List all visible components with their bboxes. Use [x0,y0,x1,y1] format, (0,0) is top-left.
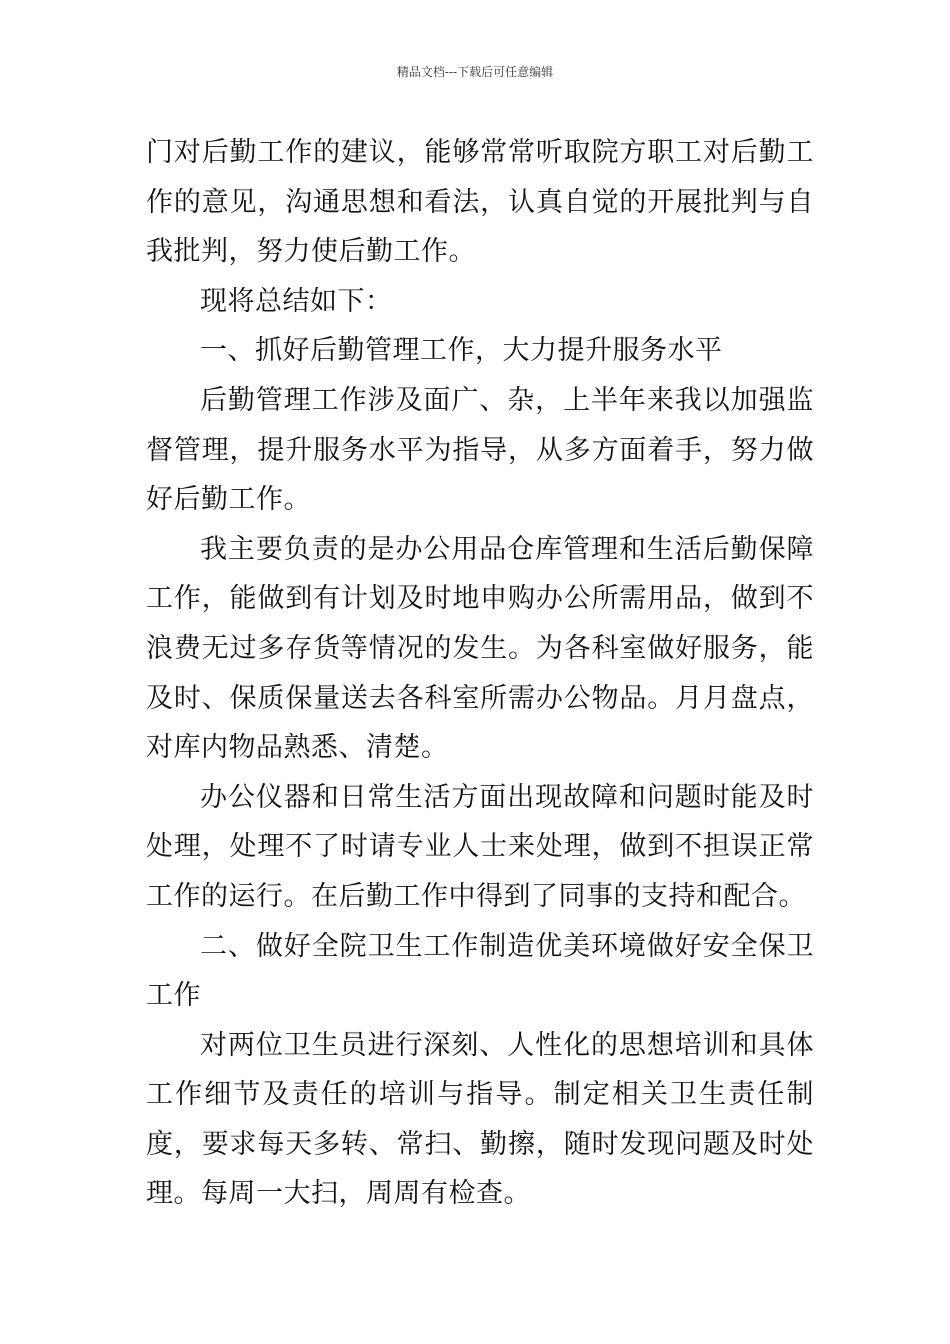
page-header: 精品文档---下载后可任意编辑 [396,65,554,79]
paragraph-repairs: 办公仪器和日常生活方面出现故障和问题时能及时处理，处理不了时请专业人士来处理，做到不担误正常工作的运行。在后勤工作中得到了同事的支持和配合。 [146,781,814,912]
section-heading-2: 二、做好全院卫生工作制造优美环境做好安全保卫工作 [146,930,814,1012]
section-heading-1: 一、抓好后勤管理工作，大力提升服务水平 [200,335,723,367]
paragraph-sanitation: 对两位卫生员进行深刻、人性化的思想培训和具体工作细节及责任的培训与指导。制定相关卫生责任制度，要求每天多转、常扫、勤擦，随时发现问题及时处理。每周一大扫，周周有检查。 [146,1029,814,1210]
paragraph-office-supplies: 我主要负责的是办公用品仓库管理和生活后勤保障工作，能做到有计划及时地申购办公所需用品，做到不浪费无过多存货等情况的发生。为各科室做好服务，能及时、保质保量送去各科室所需办公物品。月月盘点，对库内物品熟悉、清楚。 [146,533,814,764]
paragraph-management: 后勤管理工作涉及面广、杂，上半年来我以加强监督管理，提升服务水平为指导，从多方面着手，努力做好后勤工作。 [146,384,814,516]
paragraph-summary-intro: 现将总结如下： [200,285,393,317]
document-body [146,128,814,1219]
paragraph-continuation: 门对后勤工作的建议，能够常常听取院方职工对后勤工作的意见，沟通思想和看法，认真自觉的开展批判与自我批判，努力使后勤工作。 [146,137,814,268]
